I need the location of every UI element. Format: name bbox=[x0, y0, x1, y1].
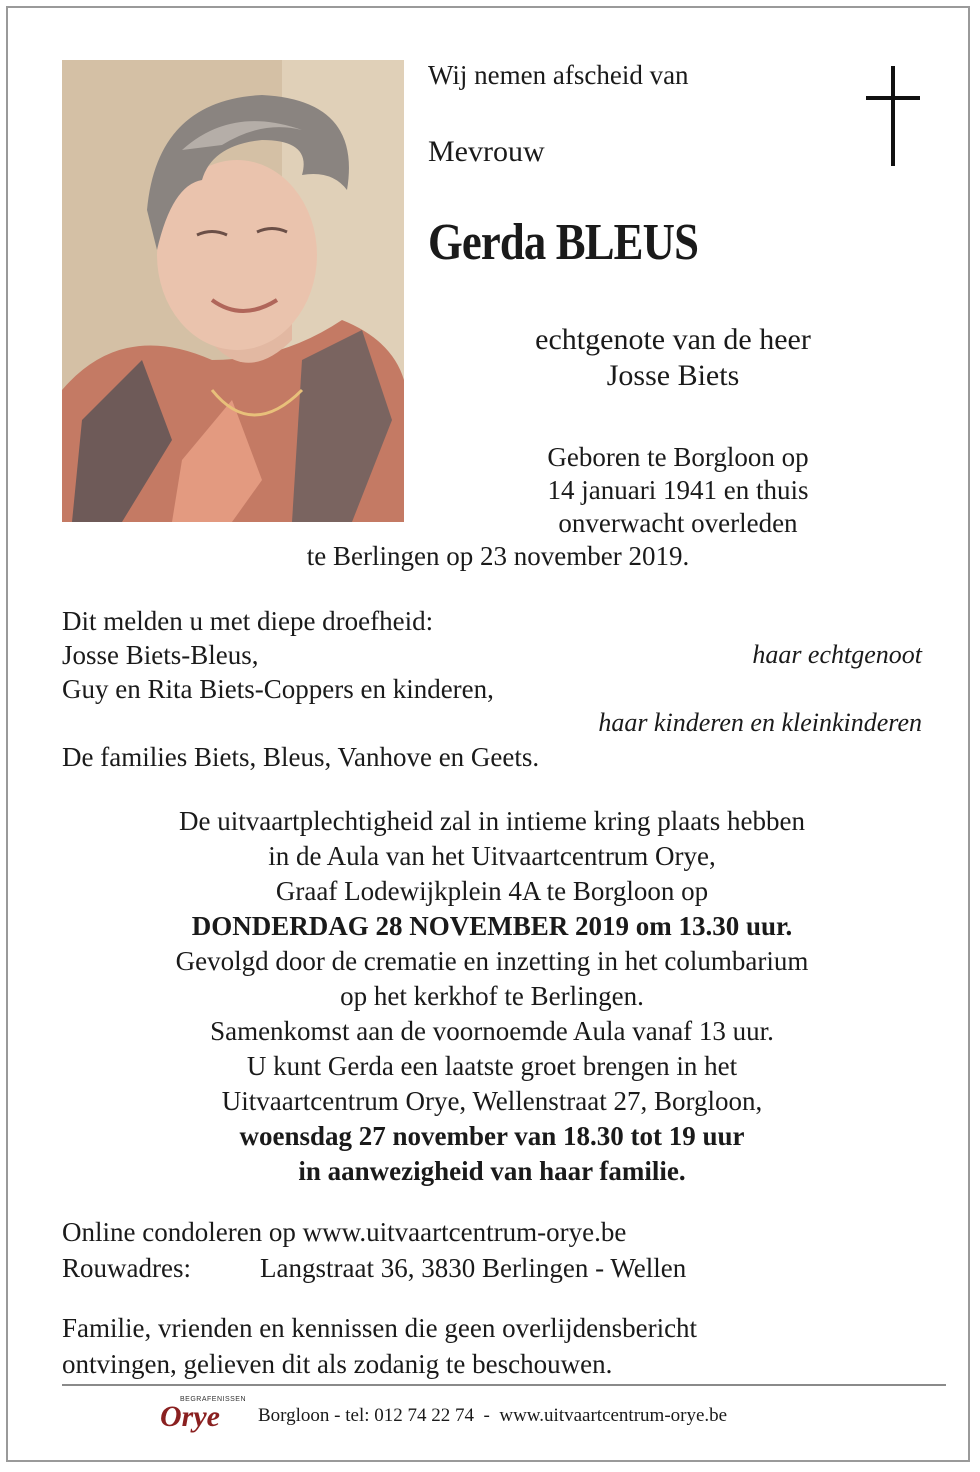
address-label: Rouwadres: bbox=[62, 1253, 191, 1283]
spouse-line-1: echtgenote van de heer bbox=[535, 323, 811, 356]
ceremony-line: De uitvaartplechtigheid zal in intieme kring plaats hebben bbox=[178, 806, 806, 836]
mourning-address bbox=[62, 1250, 686, 1286]
cross-icon bbox=[866, 66, 920, 166]
deceased-name: Gerda BLEUS bbox=[428, 214, 699, 271]
mourner-name: Josse Biets-Bleus, bbox=[62, 640, 259, 670]
footer-divider bbox=[62, 1384, 946, 1386]
logo-name: Orye bbox=[160, 1400, 220, 1433]
footer-contact bbox=[258, 1405, 727, 1427]
ceremony-line: op het kerkhof te Berlingen. bbox=[340, 981, 644, 1011]
visitation-date: woensdag 27 november van 18.30 tot 19 uur bbox=[239, 1121, 745, 1151]
closing-line-2: ontvingen, gelieven dit als zodanig te beschouwen. bbox=[62, 1349, 613, 1379]
spouse-name: Josse Biets bbox=[606, 359, 740, 392]
ceremony-date: DONDERDAG 28 NOVEMBER 2019 om 13.30 uur. bbox=[191, 911, 793, 941]
orye-logo bbox=[160, 1396, 247, 1436]
birth-line-1: Geboren te Borgloon op bbox=[547, 442, 809, 472]
mourner-name: Guy en Rita Biets-Coppers en kinderen, bbox=[62, 674, 494, 704]
visitation-note: in aanwezigheid van haar familie. bbox=[298, 1156, 686, 1186]
ceremony-line: in de Aula van het Uitvaartcentrum Orye, bbox=[268, 841, 716, 871]
intro-text: Wij nemen afscheid van bbox=[428, 60, 689, 90]
mourners-intro: Dit melden u met diepe droefheid: bbox=[62, 606, 434, 636]
portrait-image bbox=[62, 60, 404, 522]
birth-block bbox=[428, 441, 928, 540]
closing-line-1: Familie, vrienden en kennissen die geen overlijdensbericht bbox=[62, 1313, 698, 1343]
mourners-block bbox=[62, 604, 922, 774]
obituary-card bbox=[6, 6, 970, 1462]
mourner-relation: haar echtgenoot bbox=[752, 640, 922, 669]
mourner-relation: haar kinderen en kleinkinderen bbox=[598, 708, 922, 737]
mourners-families: De families Biets, Bleus, Vanhove en Geets. bbox=[62, 742, 540, 772]
birth-line-2: 14 januari 1941 en thuis bbox=[547, 475, 809, 505]
ceremony-line: U kunt Gerda een laatste groet brengen in het bbox=[246, 1051, 738, 1081]
address-value: Langstraat 36, 3830 Berlingen - Wellen bbox=[260, 1253, 687, 1283]
closing-block bbox=[62, 1310, 932, 1382]
ceremony-line: Graaf Lodewijkplein 4A te Borgloon op bbox=[275, 876, 709, 906]
ceremony-line: Samenkomst aan de voornoemde Aula vanaf 13 uur. bbox=[210, 1016, 774, 1046]
birth-line-4: te Berlingen op 23 november 2019. bbox=[306, 541, 690, 571]
logo-tagline: BEGRAFENISSEN bbox=[180, 1396, 247, 1403]
ceremony-block bbox=[48, 804, 936, 1189]
portrait-photo bbox=[62, 60, 404, 522]
footer-text: Borgloon - tel: 012 74 22 74 - www.uitvaartcentrum-orye.be bbox=[258, 1405, 728, 1426]
contact-block bbox=[62, 1214, 686, 1286]
ceremony-line: Gevolgd door de crematie en inzetting in het columbarium bbox=[175, 946, 809, 976]
birth-line-3: onverwacht overleden bbox=[558, 508, 798, 538]
spouse-block bbox=[408, 322, 938, 394]
honorific: Mevrouw bbox=[428, 135, 545, 168]
mourner-row bbox=[62, 638, 922, 672]
online-condolence: Online condoleren op www.uitvaartcentrum-orye.be bbox=[62, 1217, 627, 1247]
ceremony-line: Uitvaartcentrum Orye, Wellenstraat 27, Borgloon, bbox=[221, 1086, 763, 1116]
